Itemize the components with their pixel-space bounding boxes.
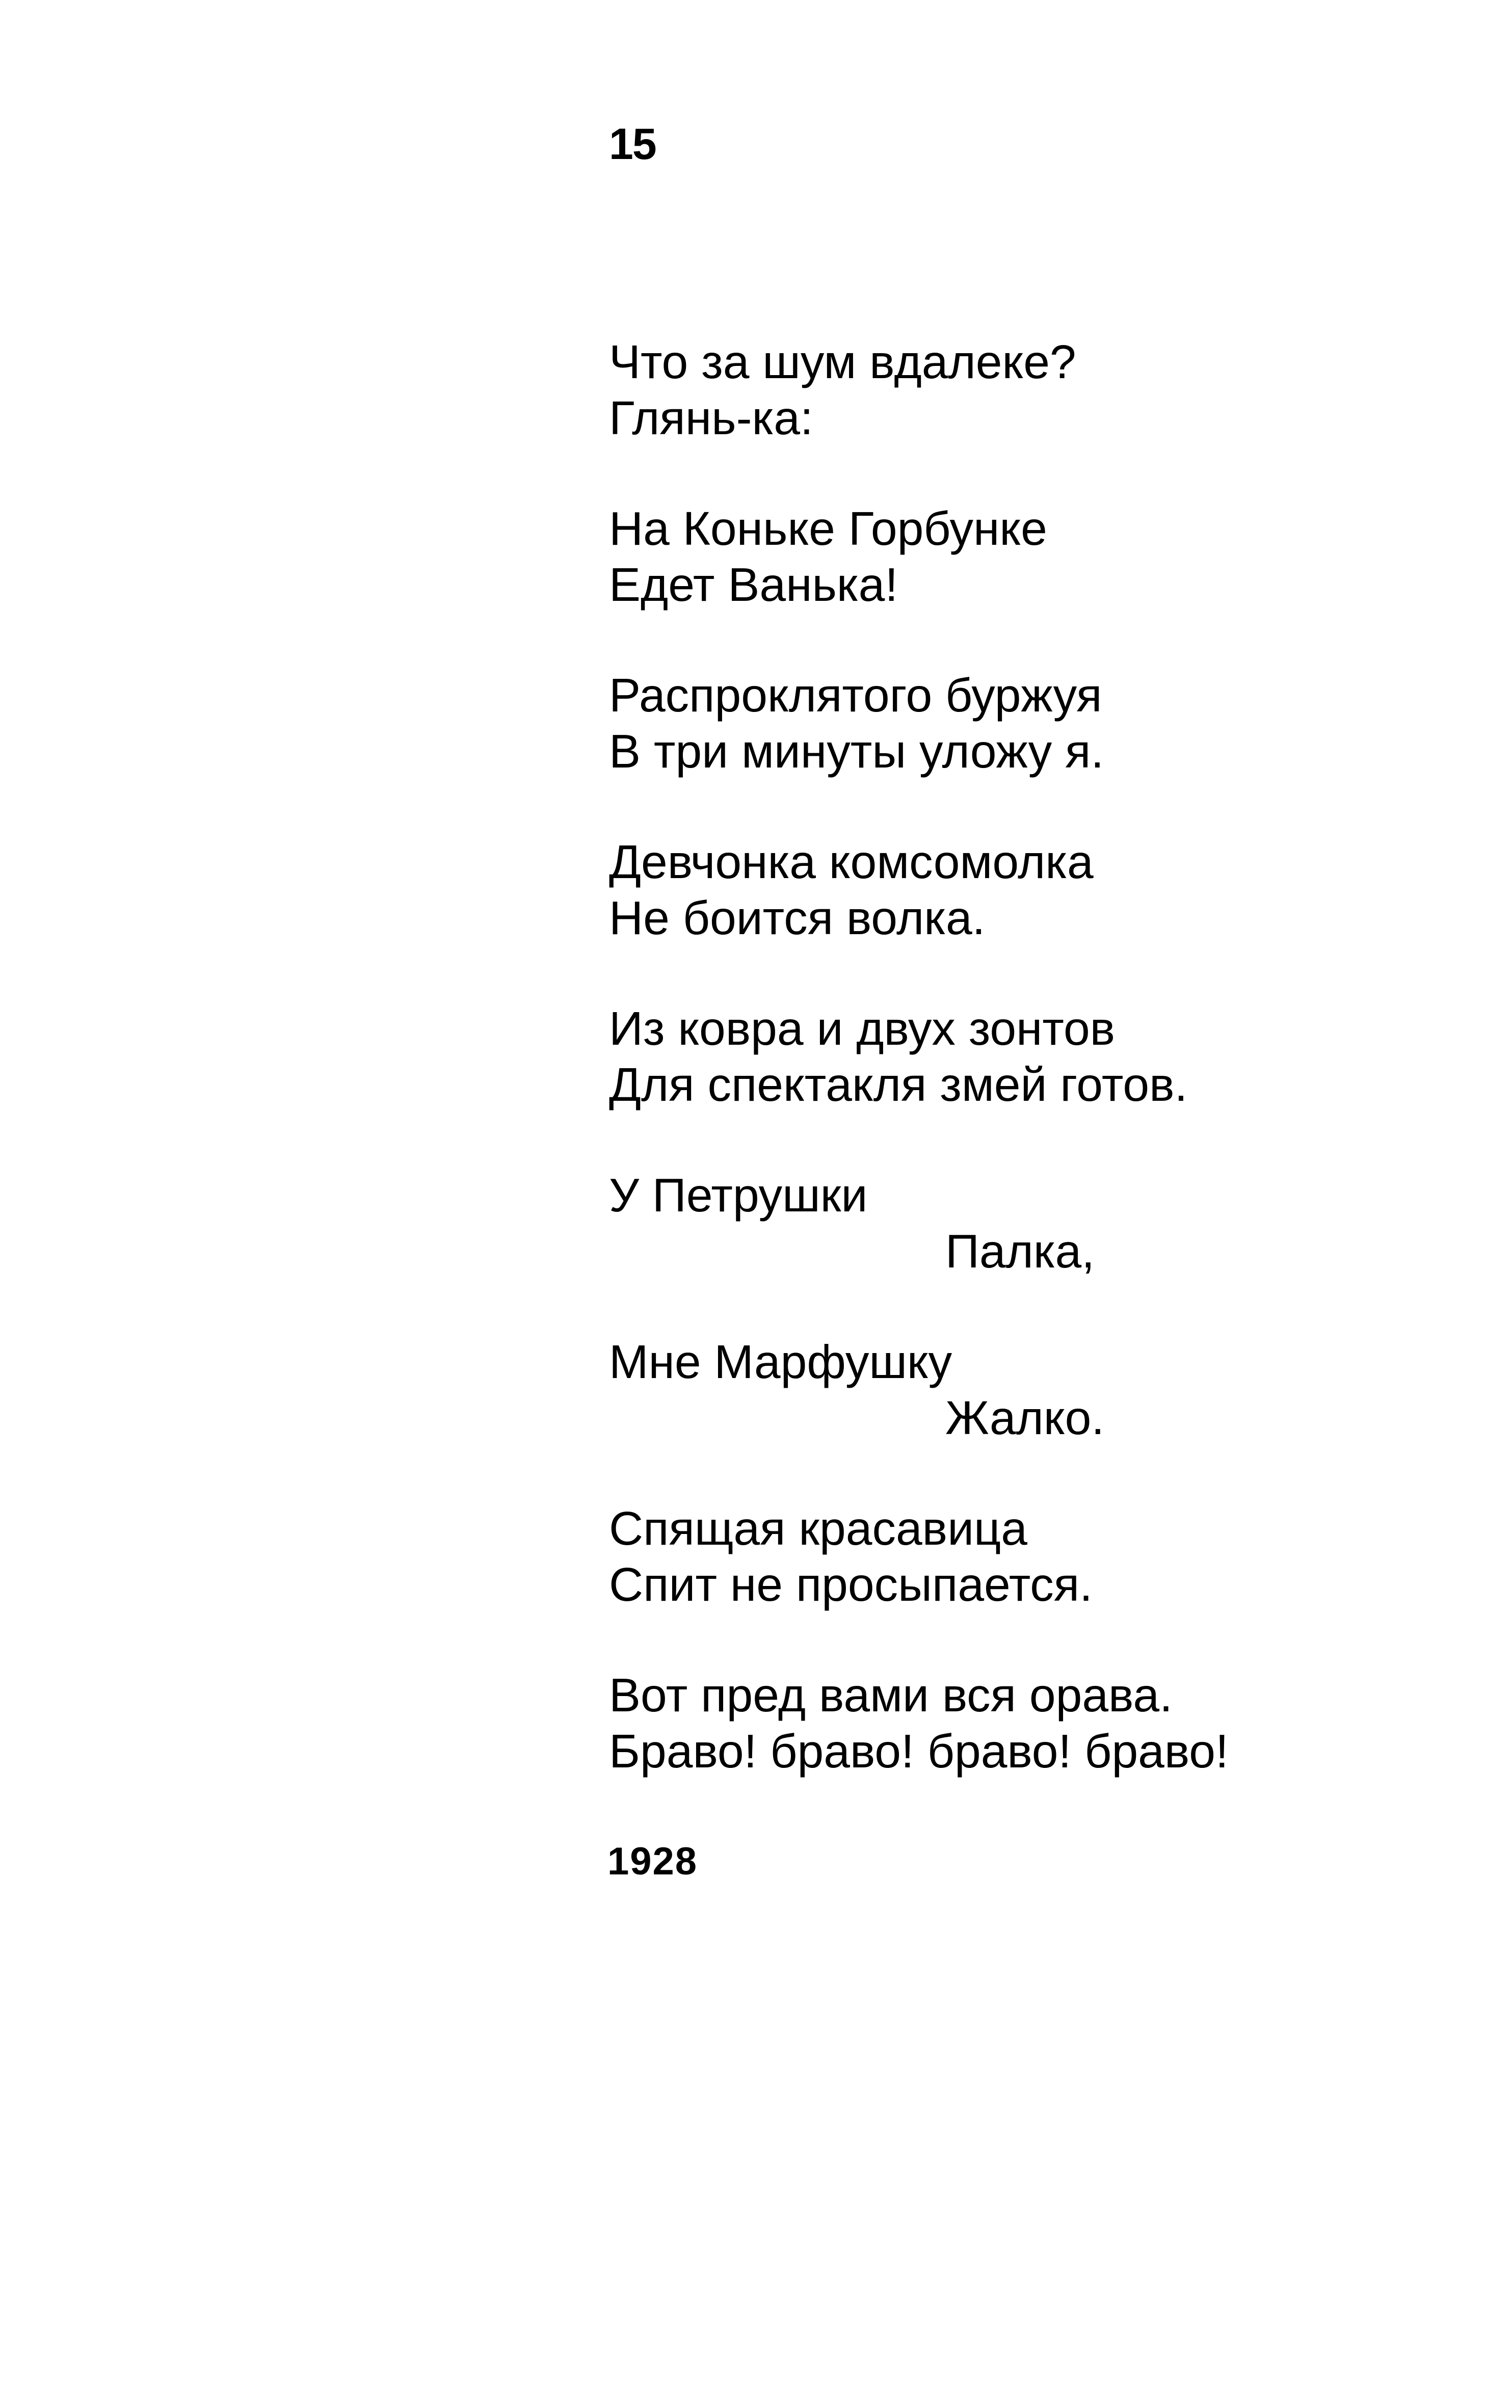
verse-line: Не боится волка. [609, 891, 986, 944]
verse-line: Мне Марфушку [609, 1335, 952, 1388]
stanza [609, 834, 1475, 946]
poem-text [609, 334, 1475, 1834]
verse-line: Девчонка комсомолка [609, 835, 1094, 888]
verse-line: Едет Ванька! [609, 558, 898, 611]
verse-line: Спит не просыпается. [609, 1558, 1093, 1611]
verse-line: На Коньке Горбунке [609, 502, 1047, 555]
poem-year: 1928 [607, 1840, 698, 1883]
verse-line: Для спектакля змей готов. [609, 1058, 1188, 1111]
verse-line: Браво! браво! браво! браво! [609, 1725, 1229, 1778]
poem-number: 15 [609, 120, 656, 169]
stanza [609, 1000, 1475, 1113]
stanza [609, 1500, 1475, 1612]
stanza [609, 667, 1475, 779]
verse-line: Распроклятого буржуя [609, 669, 1102, 722]
verse-line: Глянь-ка: [609, 391, 813, 444]
verse-line: В три минуты уложу я. [609, 725, 1104, 778]
stanza [609, 1167, 1475, 1279]
stanza [609, 1334, 1475, 1446]
verse-line-indented: Жалко. [945, 1391, 1105, 1444]
stanza [609, 334, 1475, 446]
stanza [609, 1667, 1475, 1779]
verse-line: Спящая красавица [609, 1502, 1028, 1555]
verse-line: Что за шум вдалеке? [609, 335, 1076, 388]
verse-line: У Петрушки [609, 1169, 868, 1222]
verse-line: Из ковра и двух зонтов [609, 1002, 1116, 1055]
verse-line: Вот пред вами вся орава. [609, 1669, 1173, 1722]
stanza [609, 500, 1475, 613]
verse-line-indented: Палка, [945, 1225, 1095, 1278]
